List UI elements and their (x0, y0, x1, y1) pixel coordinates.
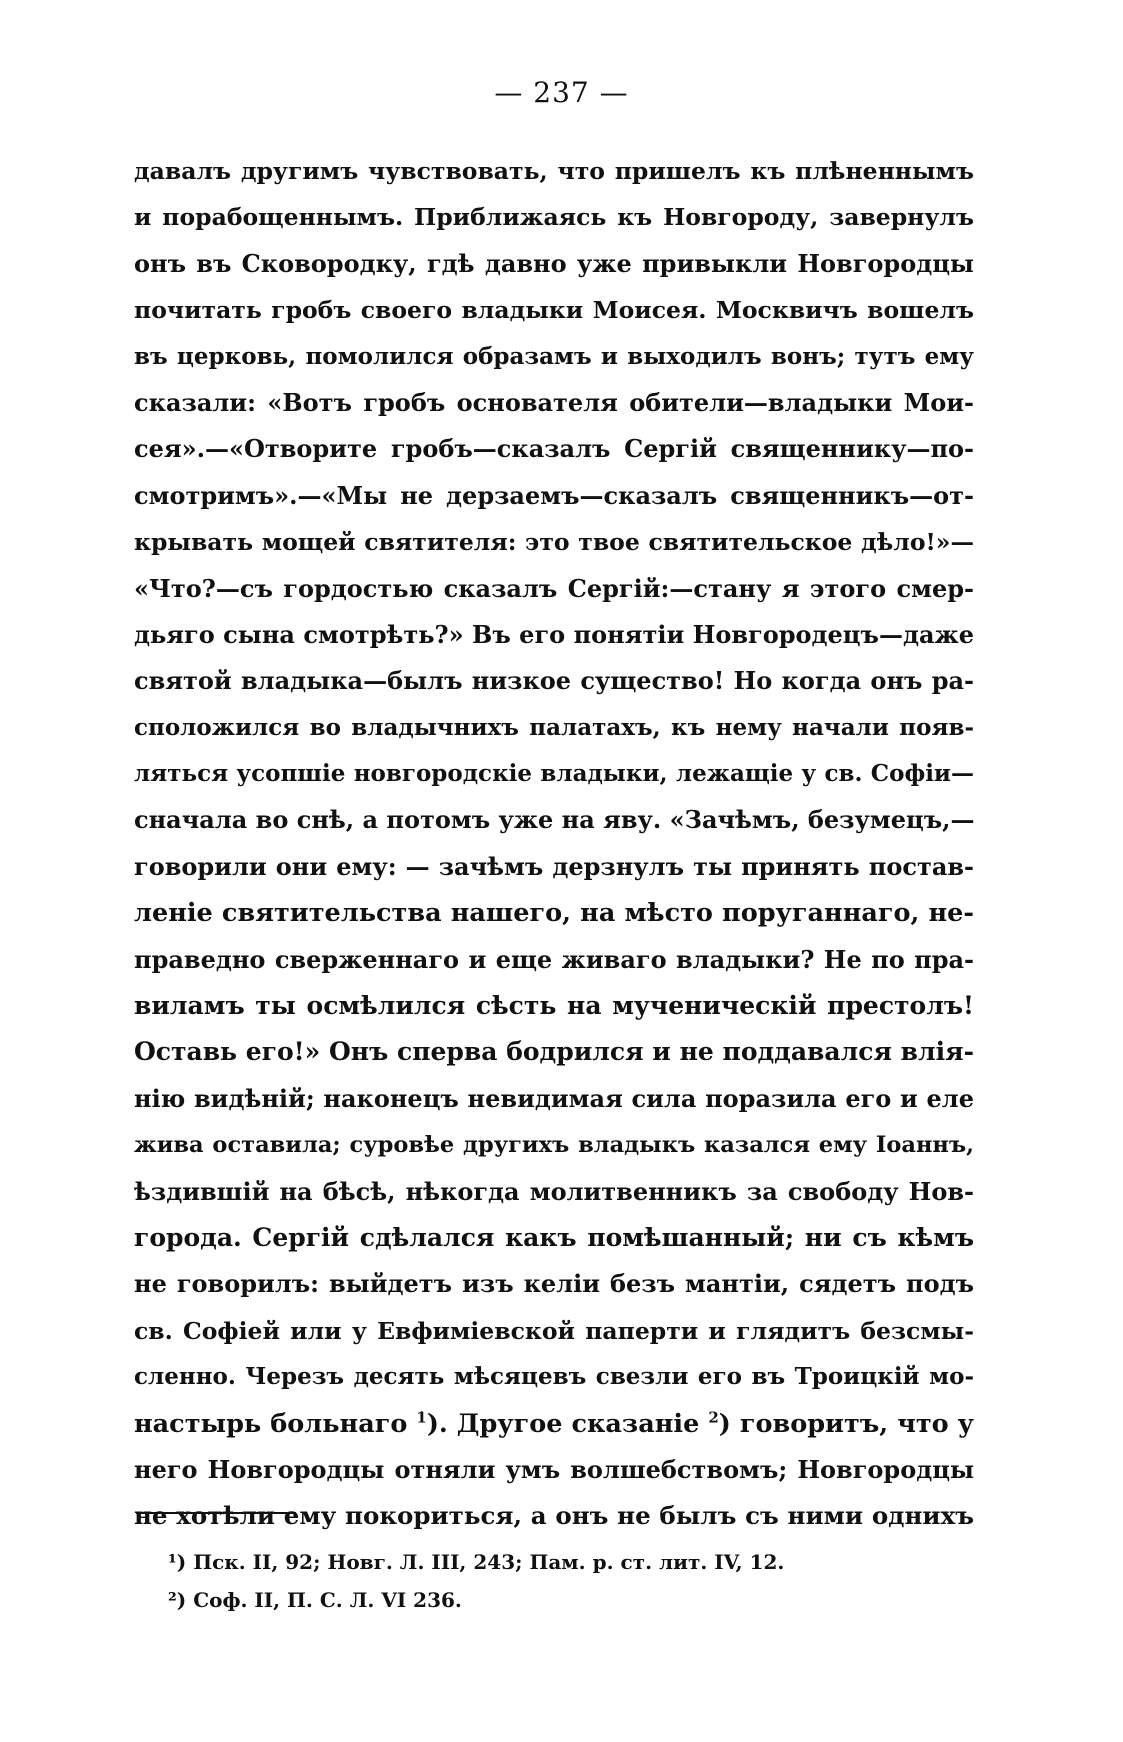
text-line: почитать гробъ своего владыки Моисея. Москвичъ вошелъ (134, 296, 974, 325)
text-line: св. Софіей или у Евфиміевской паперти и глядитъ безсмы- (134, 1316, 974, 1345)
text-line: сначала во снѣ, а потомъ уже на яву. «Зачѣмъ, безумецъ,— (134, 805, 974, 835)
text-line: святой владыка—былъ низкое существо! Но когда онъ ра- (134, 666, 974, 696)
text-line: говорили они ему: — зачѣмъ дерзнулъ ты принять постав- (134, 851, 974, 881)
footnote-text: ) Соф. II, П. С. Л. VI 236. (176, 1588, 462, 1612)
footnotes (168, 1543, 928, 1619)
text-line: виламъ ты осмѣлился сѣсть на мученическій престолъ! (134, 991, 974, 1021)
text-line: въ церковь, помолился образамъ и выходилъ вонъ; тутъ ему (134, 342, 974, 370)
footnote-ref-1: 1 (416, 1408, 427, 1427)
text-line: не хотѣли ему покориться, а онъ не былъ съ ними однихъ (134, 1501, 974, 1531)
text-line: сказали: «Вотъ гробъ основателя обители—владыки Мои- (134, 387, 974, 417)
text-line: леніе святительства нашего, на мѣсто поруганнаго, не- (134, 898, 974, 929)
footnote-mark: ² (168, 1588, 177, 1612)
text-line: ѣздившій на бѣсѣ, нѣкогда молитвенникъ за свободу Нов- (134, 1176, 974, 1206)
body-text (134, 148, 974, 1540)
text-line: крывать мощей святителя: это твое святительское дѣло!»— (134, 528, 974, 557)
text-segment: ) говоритъ, что у (718, 1408, 974, 1439)
text-segment: настырь больнаго (134, 1408, 417, 1439)
text-line-with-footnote-refs (134, 1401, 974, 1447)
text-line: не говорилъ: выйдетъ изъ келіи безъ мантіи, сядетъ подъ (134, 1269, 974, 1299)
footnote-text: ) Пск. II, 92; Новг. Л. III, 243; Пам. р. ст. лит. IV, 12. (176, 1550, 785, 1574)
footnote-mark: ¹ (168, 1550, 177, 1574)
footnote-ref-2: 2 (708, 1408, 719, 1427)
page-number: — 237 — (494, 76, 629, 109)
footnote-1 (168, 1543, 928, 1581)
text-line: давалъ другимъ чувствовать, что пришелъ къ плѣненнымъ (134, 157, 974, 185)
text-segment: ). Другое сказаніе (426, 1408, 709, 1439)
text-line: сположился во владычнихъ палатахъ, къ нему начали появ- (134, 713, 974, 741)
text-line: онъ въ Сковородку, гдѣ давно уже привыкли Новгородцы (134, 248, 974, 278)
text-line: нію видѣній; наконецъ невидимая сила поразила его и еле (134, 1083, 974, 1113)
text-line: сея».—«Отворите гробъ—сказалъ Сергій священнику—по- (134, 434, 974, 464)
footnote-2 (168, 1581, 928, 1619)
text-line: смотримъ».—«Мы не дерзаемъ—сказалъ священникъ—от- (134, 480, 974, 510)
text-line: и порабощеннымъ. Приближаясь къ Новгороду, завернулъ (134, 203, 974, 232)
text-line: города. Сергій сдѣлался какъ помѣшанный; ни съ кѣмъ (134, 1222, 974, 1252)
text-line: него Новгородцы отняли умъ волшебствомъ; Новгородцы (134, 1454, 974, 1484)
text-line: «Что?—съ гордостью сказалъ Сергій:—стану я этого смер- (134, 573, 974, 603)
text-line: жива оставила; суровѣе другихъ владыкъ казался ему Іоаннъ, (134, 1132, 974, 1159)
text-line: дьяго сына смотрѣть?» Въ его понятіи Новгородецъ—даже (134, 619, 974, 649)
text-line: Оставь его!» Онъ сперва бодрился и не поддавался влія- (134, 1037, 974, 1067)
text-line: ляться усопшіе новгородскіе владыки, лежащіе у св. Софіи— (134, 760, 974, 788)
footnote-divider (136, 1512, 296, 1514)
text-line: сленно. Черезъ десять мѣсяцевъ свезли его въ Троицкій мо- (134, 1363, 974, 1391)
text-line: праведно сверженнаго и еще живаго владыки? Не по пра- (134, 944, 974, 974)
